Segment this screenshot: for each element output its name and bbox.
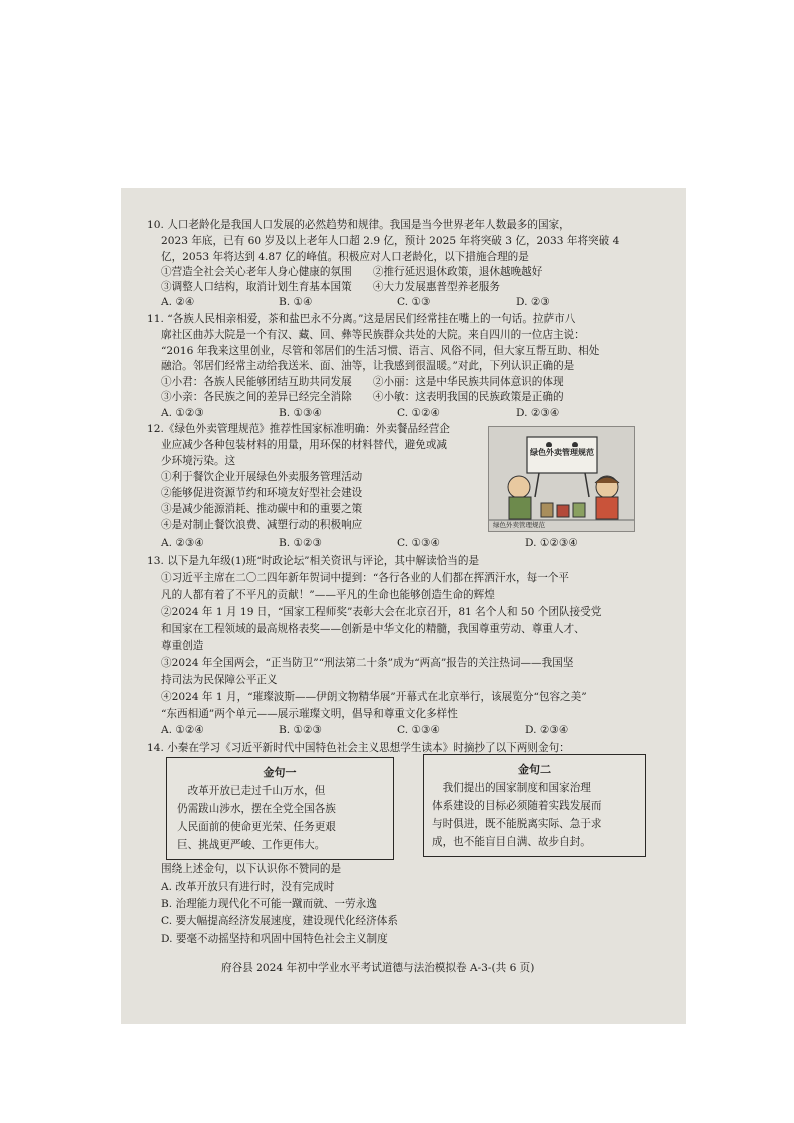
- quote-1-line: 巨、挑战更严峻、工作更伟大。: [177, 839, 326, 851]
- q14-intro: 14. 小秦在学习《习近平新时代中国特色社会主义思想学生读本》时摘抄了以下两则金句：: [147, 742, 570, 754]
- q12-line: ①利于餐饮企业开展绿色外卖服务管理活动: [161, 471, 363, 483]
- q12-option-c: C. ①③④: [397, 537, 440, 549]
- q13-line: 凡的人都有着了不平凡的贡献！”——平凡的生命也能够创造生命的辉煌: [161, 589, 495, 601]
- q13-line: 持司法为民保障公平正义: [161, 674, 278, 686]
- q10-line: 10. 人口老龄化是我国人口发展的必然趋势和规律。我国是当今世界老年人数最多的国家，: [147, 219, 570, 231]
- q13-line: ①习近平主席在二〇二四年新年贺词中提到：“各行各业的人们都在挥洒汗水，每一个平: [161, 572, 569, 584]
- quote-1-line: 仍需跋山涉水，摆在全党全国各族: [177, 803, 336, 815]
- q14-question: 围绕上述金句，以下认识你不赞同的是: [161, 863, 342, 875]
- quote-1-line: 改革开放已走过千山万水，但: [177, 785, 326, 797]
- q14-option-a: A. 改革开放只有进行时，没有完成时: [161, 881, 335, 893]
- q13-option-c: C. ①③④: [397, 724, 440, 736]
- q10-line: 亿，2053 年将达到 4.87 亿的峰值。积极应对人口老龄化，以下措施合理的是: [161, 251, 529, 263]
- cartoon-sign-text: 绿色外卖管理规范: [530, 447, 594, 457]
- cartoon-illustration: [489, 427, 634, 531]
- q14-option-c: C. 要大幅提高经济发展速度，建设现代化经济体系: [161, 915, 398, 927]
- q13-option-a: A. ①②④: [161, 724, 204, 736]
- q11-line: “2016 年我来这里创业，尽管和邻居们的生活习惯、语言、风俗不同，但大家互帮互助、相处: [161, 345, 600, 357]
- q14-option-b: B. 治理能力现代化不可能一蹴而就、一劳永逸: [161, 898, 377, 910]
- q12-line: ③是减少能源消耗、推动碳中和的重要之策: [161, 503, 363, 515]
- q10-option-a: A. ②④: [161, 296, 195, 308]
- quote-box-1: [166, 757, 394, 860]
- q11-line: 融洽。邻居们经常主动给我送米、面、油等，让我感到很温暖。”对此，下列认识正确的是: [161, 360, 575, 372]
- quote-2-line: 成，也不能盲目自满、故步自封。: [432, 836, 591, 848]
- q10-line: ①营造全社会关心老年人身心健康的氛围 ②推行延迟退休政策，退休越晚越好: [161, 266, 543, 278]
- exam-page: [121, 188, 686, 1024]
- q11-line: 11. “各族人民相亲相爱，茶和盐巴永不分离。”这是居民们经常挂在嘴上的一句话。拉萨市八: [147, 313, 576, 325]
- q11-line: 廓社区曲苏大院是一个有汉、藏、回、彝等民族群众共处的大院。来自四川的一位店主说：: [161, 329, 585, 341]
- q11-option-b: B. ①③④: [279, 407, 323, 419]
- q11-option-d: D. ②③④: [516, 407, 560, 419]
- quote-2-line: 我们提出的国家制度和国家治理: [432, 782, 591, 794]
- quote-2-title: 金句二: [518, 763, 551, 776]
- q12-option-b: B. ①②③: [279, 537, 323, 549]
- q11-option-c: C. ①②④: [397, 407, 440, 419]
- quote-2-line: 体系建设的目标必须随着实践发展而: [432, 800, 602, 812]
- q10-line: 2023 年底，已有 60 岁及以上老年人口超 2.9 亿，预计 2025 年将突破 3 亿，2033 年将突破 4: [161, 235, 620, 247]
- quote-1-title: 金句一: [263, 766, 297, 779]
- quote-1-line: 人民面前的使命更光荣、任务更艰: [177, 821, 336, 833]
- q13-line: 和国家在工程领域的最高规格表奖——创新是中华文化的精髓，我国尊重劳动、尊重人才、: [161, 623, 585, 635]
- q11-line: ③小亲：各民族之间的差异已经完全消除 ④小敏：这表明我国的民族政策是正确的: [161, 391, 564, 403]
- q11-option-a: A. ①②③: [161, 407, 204, 419]
- quote-box-2: [423, 754, 646, 857]
- q10-line: ③调整人口结构，取消计划生育基本国策 ④大力发展惠普型养老服务: [161, 281, 500, 293]
- q12-line: 少环境污染。这: [161, 455, 236, 467]
- q12-line: ②能够促进资源节约和环境友好型社会建设: [161, 487, 363, 499]
- q12-line: 12.《绿色外卖管理规范》推荐性国家标准明确：外卖餐品经营企: [147, 423, 450, 435]
- green-takeaway-cartoon: [488, 426, 635, 532]
- page-footer: 府谷县 2024 年初中学业水平考试道德与法治模拟卷 A-3-(共 6 页): [221, 962, 535, 974]
- q12-option-d: D. ①②③④: [525, 537, 578, 549]
- q12-line: 业应减少各种包装材料的用量，用环保的材料替代，避免或减: [161, 439, 448, 451]
- q12-option-a: A. ②③④: [161, 537, 204, 549]
- q10-option-b: B. ①④: [279, 296, 313, 308]
- q11-line: ①小君：各族人民能够团结互助共同发展 ②小丽：这是中华民族共同体意识的体现: [161, 376, 564, 388]
- q13-option-d: D. ②③④: [525, 724, 569, 736]
- q13-option-b: B. ①②③: [279, 724, 323, 736]
- quote-2-line: 与时俱进，既不能脱离实际、急于求: [432, 818, 602, 830]
- q13-line: ④2024 年 1 月，“璀璨波斯——伊朗文物精华展”开幕式在北京举行，该展览分“包容之美”: [161, 691, 587, 703]
- q10-option-c: C. ①③: [397, 296, 431, 308]
- cartoon-caption: 绿色外卖管理规范: [493, 521, 545, 529]
- q13-line: “东西相通”两个单元——展示璀璨文明，倡导和尊重文化多样性: [161, 708, 458, 720]
- q12-line: ④是对制止餐饮浪费、减塑行动的积极响应: [161, 519, 363, 531]
- q13-line: ②2024 年 1 月 19 日，“国家工程师奖”表彰大会在北京召开，81 名个人和 50 个团队接受党: [161, 606, 602, 618]
- q14-option-d: D. 要毫不动摇坚持和巩固中国特色社会主义制度: [161, 933, 388, 945]
- q13-line: ③2024 年全国两会，“正当防卫”“刑法第二十条”成为“两高”报告的关注热词——我国坚: [161, 657, 574, 669]
- q13-line: 13. 以下是九年级(1)班“时政论坛”相关资讯与评论，其中解读恰当的是: [147, 555, 480, 567]
- q13-line: 尊重创造: [161, 640, 204, 652]
- q10-option-d: D. ②③: [516, 296, 550, 308]
